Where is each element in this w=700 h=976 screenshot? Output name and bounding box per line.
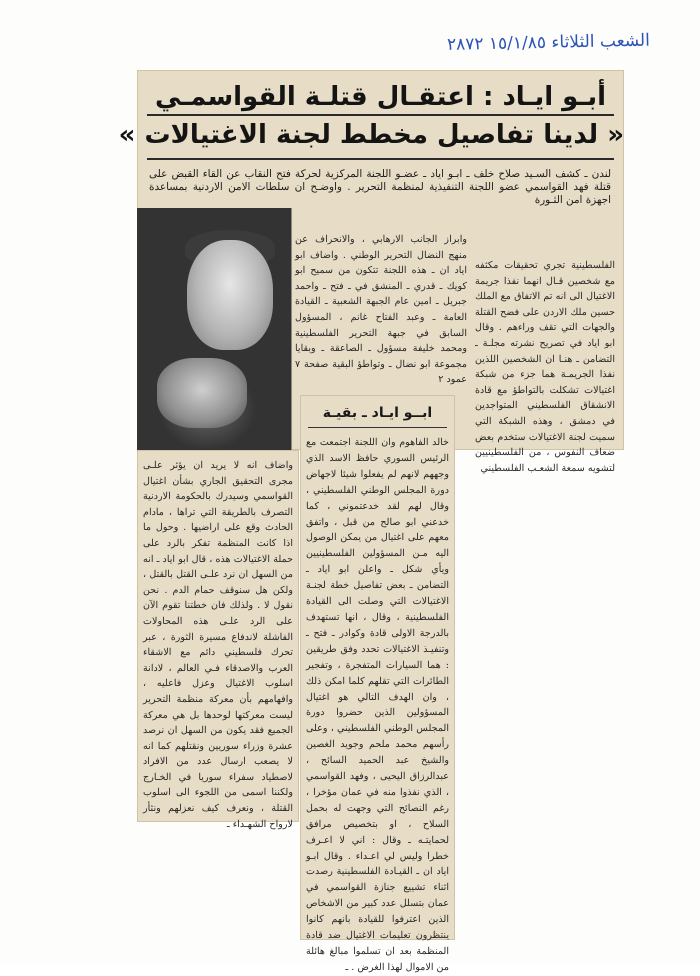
column-center-text: وابراز الجانب الارهابي ، والانحراف عن منهج النضال التحرير الوطني . واضاف ابو اياد ان ـ هذه اللجنة تتكون من سميح ابو كويك ـ قدري ـ المنشق في ـ فتح ـ واحمد جبريل ـ امين عام الجبهة الشعبية ـ القيادة العامة ـ وعبد الفتاح غانم ، المسؤول السابق في جبهة التحرير الفلسطينية ومحمد خليفة مسؤول ـ الصاعقة ـ وبقايا مجموعة ابو نضال ـ وتواطؤ البقية صفحة ٧ عمود ٢ — [295, 234, 467, 386]
headline-main: أبـو ايـاد : اعتقـال قتلـة القواسمـي — [154, 82, 607, 112]
headline-divider-lower — [147, 158, 614, 160]
article-left-clipping — [137, 450, 299, 830]
article-header-clipping — [118, 70, 624, 474]
lead-paragraph — [149, 168, 611, 208]
article-continuation-clipping — [300, 395, 455, 973]
article-column-right — [475, 258, 615, 476]
portrait-photo — [137, 208, 292, 450]
continuation-heading: ابــو ايـاد ـ بقيـة — [322, 405, 433, 421]
article-column-center — [295, 232, 467, 388]
photo-hands-shape — [157, 358, 247, 428]
column-continuation-text: خالد الفاهوم وان اللجنة اجتمعت مع الرئيس السوري حافظ الاسد الذي وجههم لانهم لم يفعلوا شيئا لاجهاض دورة المجلس الوطني الفلسطيني ، وقال لهم لقد خدعتموني ، كما خدعني ابو صالح من قبل ، واتفق معهم على اغتيال من يمكن الوصول اليه مـن المسؤولين الفلسطينيين ويأي شكل ـ واعلن ابو اياد ـ التضامن ـ بعض تفاصيل خطة لجنـة الاغتيالات التي وصلت الى القيادة الفلسطينية ، وقال ، انها تستهدف بالدرجة الاولى قادة وكوادر ـ فتح ـ وتنفيـذ الاغتيالات تحدد وفق طريقين : هما السيارات المتفجرة ، وتفجير الطائرات التي تقلهم كلما امكن ذلك ، وان الهدف التالي هو اغتيال المسؤولين الذين حضروا دورة المجلس الوطني الفلسطيني ، وعلى رأسهم محمد ملحم وجويد الغصين والشيخ عبد الحميد السائح ، عبدالرزاق اليحيى ، وفهد القواسمي ، الذي نفذوا منه في عمان مؤخرا ، رغم النصائح التي وجهت له بحمل السلاح ، او بتخصيص مرافق لحمايتـه ـ وقال : اني لا اعـرف خطرا وليس لي اعـداء . وقال ابـو اياد ان ـ القيـادة الفلسطينية رصدت اثناء تشييع جنازة القواسمي في عمان بتسلل عدد كبير من الاشخاص الذين اعترفوا للقيادة بانهم كانوا ينتظرون تعليمات الاغتيال ضد قادة المنظمة بعد ان تسلموا مبالغ هائلة من الاموال لهذا الغرض . ـ — [306, 437, 449, 973]
article-column-left — [143, 458, 293, 832]
column-left-text: واضاف انه لا يريد ان يؤثر علـى مجرى التحقيق الجاري بشأن اغتيال القواسمي وسيدرك بالحكومة الاردنية التصرف بالطريقة التي تراها ، مادام الحادث وقع على اراضيها . وحول ما اذا كانت المنظمة تفكر بالرد على حملة الاغتيالات هذه ، قال ابو اياد ـ انه من السهل ان نرد علـى القتل بالقتل ، ولكن هل سنوقف حمام الدم . نحن نقول لا . ولذلك فان خطتنا تقوم الآن على الرد علـى هذه المحاولات الفاشلة لاندفاع مسيرة الثورة ، عبر تحرك فلسطيني دائم مع الاشقاء العرب والاصدقاء فـي العالم ، لادانة اسلوب الاغتيال وعزل فاعليه ، وافهامهم بأن معركة منظمة التحرير ليست معركتها لوحدها بل هي معركة الجميع فقد يكون من السهل ان نرصد عشرة وزراء سوريين ونقتلهم كما انه لا يصعب ارسال عدد من الافراد لاصطياد سفراء سوريا في الخـارج ولكننا اسمى من اللجوء الى اسلوب القتلة ، ونعرف كيف نعزلهم ونثأر لارواح الشهـداء ـ — [143, 460, 293, 830]
headline-sub: « لدينا تفاصيل مخطط لجنة الاغتيالات » — [118, 120, 624, 150]
continuation-divider — [308, 427, 447, 428]
photo-face-shape — [187, 240, 273, 350]
column-right-text: الفلسطينية تجري تحقيقات مكثفه مع شخصين قـال انهما نفذا جريمة الاغتيال الى انه تم الاتفاق مع الملك حسين ملك الاردن على فضح القتلة والجهات التي تقف وراءهم . وقال ابو اياد في تصريح نشرته مجلـة ـ التضامن ـ هنـا ان الشخصين اللذين نفذا الجريمـة هما جزء من شبكة اغتيالات تشكلت بالتواطؤ مع قادة الانشقاق الفلسطيني المتواجدين في دمشق ، وهذه الشبكة التي سميت لجنة الاغتيالات ستخدم بعض ضعاف النفوس ، من الفلسطينيين لتشويه سمعة الشعـب الفلسطيني — [475, 260, 615, 474]
handwritten-date-note: الشعب الثلاثاء ١٥/١/٨٥ ٢٨٧٢ — [446, 30, 651, 55]
article-column-continuation — [306, 435, 449, 976]
lead-text: لندن ـ كشف السـيد صلاح خلف ـ ابـو اياد ـ عضـو اللجنة المركزية لحركة فتح النقاب عن القاء القبض على قتلة فهد القواسمي عضو اللجنة التنفيذية لمنظمة التحرير . واوضـح ان سلطات الامن الاردنية بمساعدة اجهزة امن الثـورة — [149, 168, 611, 207]
headline-divider — [147, 114, 614, 116]
